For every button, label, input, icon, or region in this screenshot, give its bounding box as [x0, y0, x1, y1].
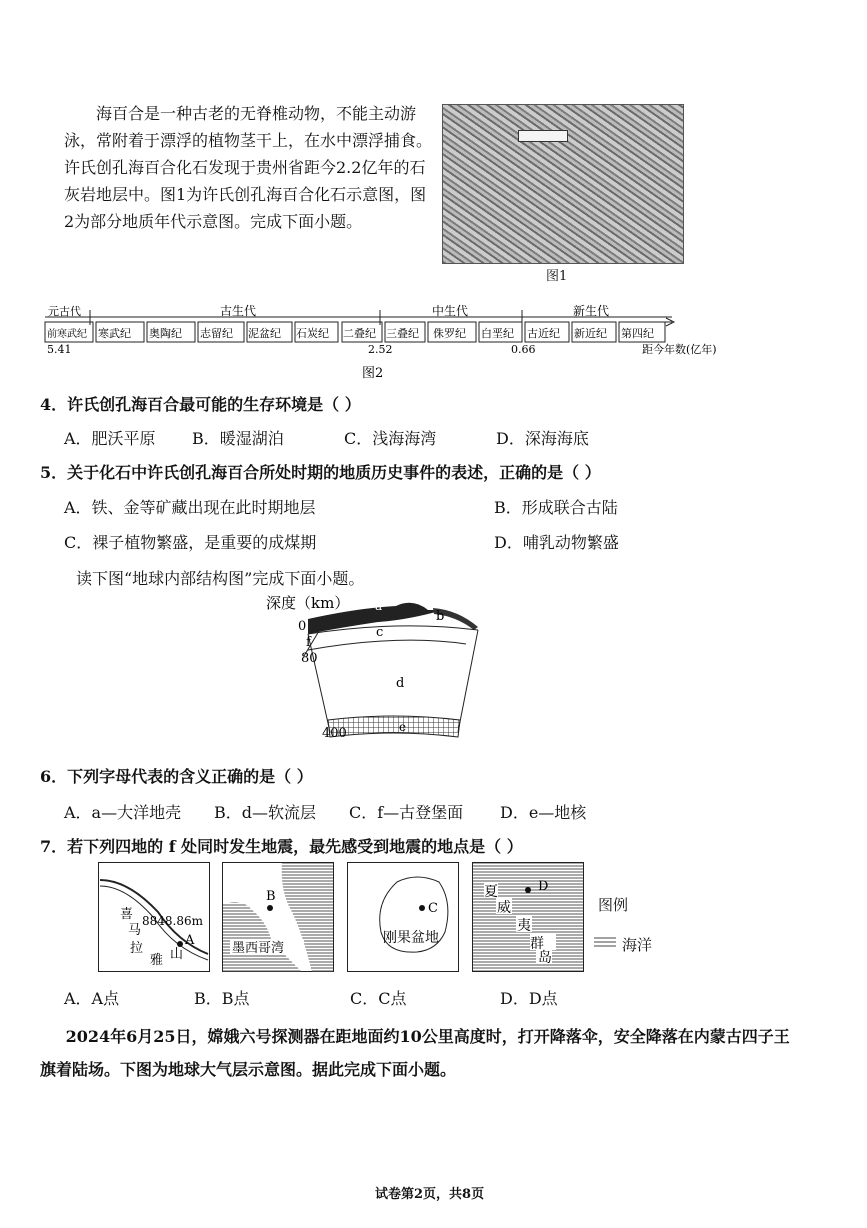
depth-400: 400: [322, 726, 347, 741]
fig2-caption: 图2: [362, 366, 384, 381]
legend-ocean-swatch: [594, 936, 616, 950]
map1-name: 喜: [120, 907, 134, 922]
letter-d: d: [396, 676, 405, 691]
period-label: 志留纪: [200, 327, 233, 340]
layer-e: [328, 716, 460, 737]
period-label: 三叠纪: [386, 327, 419, 340]
peak-height: 8848.86m: [142, 914, 204, 928]
period-label: 第四纪: [621, 327, 654, 340]
letter-e: e: [399, 720, 407, 734]
q5-stem: 5．关于化石中许氏创孔海百合所处时期的地质历史事件的表述，正确的是（ ）: [40, 463, 601, 482]
legend-ocean-label: 海洋: [622, 936, 653, 954]
map4-name: 威: [497, 900, 511, 916]
left-side: [308, 634, 330, 732]
q4-option-b[interactable]: B．暖湿湖泊: [192, 429, 284, 448]
letter-a: a: [375, 599, 383, 613]
boundary-80: [308, 640, 466, 650]
map1-name: 马: [128, 923, 142, 938]
map-himalaya: [98, 862, 210, 972]
map-gulf-of-mexico: [222, 862, 334, 972]
q4-stem: 4．许氏创孔海百合最可能的生存环境是（ ）: [40, 395, 361, 414]
map3-name: 刚果盆地: [383, 930, 439, 946]
period-label: 寒武纪: [98, 327, 131, 340]
map1-name: 山: [170, 947, 184, 962]
q6-option-b[interactable]: B．d—软流层: [214, 803, 317, 822]
geologic-timeline: [40, 300, 740, 386]
tick-label: 0.66: [511, 343, 536, 356]
map1-name: 雅: [150, 953, 164, 968]
letter-c: c: [376, 625, 384, 640]
q6-stem: 6．下列字母代表的含义正确的是（ ）: [40, 767, 313, 786]
q7-option-a[interactable]: A．A点: [64, 989, 120, 1008]
fig1-caption: 图1: [546, 269, 568, 284]
page-footer: 试卷第2页，共8页: [375, 1187, 485, 1202]
scale-bar: [518, 130, 568, 142]
era-label-1: 元古代: [48, 305, 81, 318]
q6-option-c[interactable]: C．f—古登堡面: [349, 803, 464, 822]
point-b-marker: [267, 905, 273, 911]
axis-label: 距今年数(亿年): [642, 343, 717, 356]
period-label: 古近纪: [527, 327, 560, 340]
depth-0: 0: [298, 619, 307, 634]
point-a-label: A: [185, 933, 195, 948]
map4-name: 夷: [517, 918, 531, 934]
q4-option-d[interactable]: D．深海海底: [496, 429, 589, 448]
q5-option-d[interactable]: D．哺乳动物繁盛: [494, 533, 619, 552]
q6-option-a[interactable]: A．a—大洋地壳: [64, 803, 182, 822]
earth-intro: 读下图“地球内部结构图”完成下面小题。: [76, 569, 365, 588]
period-label: 奥陶纪: [149, 327, 182, 340]
q5-option-c[interactable]: C．裸子植物繁盛，是重要的成煤期: [64, 533, 317, 552]
final-paragraph: 2024年6月25日，嫦娥六号探测器在距地面约10公里高度时，打开降落伞，安全降落在内蒙古四子王旗着陆场。下图为地球大气层示意图。据此完成下面小题。: [40, 1027, 790, 1079]
map-congo-basin: [347, 862, 459, 972]
q5-option-a[interactable]: A．铁、金等矿藏出现在此时期地层: [64, 498, 316, 517]
point-b-label: B: [266, 889, 276, 904]
point-d-marker: [525, 887, 531, 893]
q6-option-d[interactable]: D．e—地核: [500, 803, 587, 822]
map4-name: 岛: [538, 950, 552, 966]
tick-label: 2.52: [368, 343, 393, 356]
q7-option-b[interactable]: B．B点: [194, 989, 250, 1008]
period-label: 泥盆纪: [248, 327, 281, 340]
depth-80: 80: [301, 651, 318, 666]
point-c-marker: [419, 905, 425, 911]
q7-stem: 7．若下列四地的 f 处同时发生地震，最先感受到地震的地点是（ ）: [40, 837, 523, 856]
tick-label: 5.41: [47, 343, 72, 356]
map2-name: 墨西哥湾: [232, 941, 285, 956]
point-a-marker: [177, 941, 183, 947]
intro-paragraph: 海百合是一种古老的无脊椎动物，不能主动游泳，常附着于漂浮的植物茎干上，在水中漂浮捕食。许氏创孔海百合化石发现于贵州省距今2.2亿年的石灰岩地层中。图1为许氏创孔海百合化石示意图，图2为部分地质年代示意图。完成下面小题。: [64, 104, 433, 231]
map-frame: [348, 863, 459, 972]
earth-structure-diagram: [258, 592, 498, 752]
q4-option-c[interactable]: C．浅海海湾: [344, 429, 437, 448]
letter-b: b: [436, 609, 445, 624]
era-label-4: 新生代: [573, 304, 610, 318]
depth-label: 深度（km）: [266, 594, 350, 612]
era-label-3: 中生代: [432, 304, 469, 318]
point-d-label: D: [538, 879, 549, 894]
fossil-photo: [442, 104, 684, 264]
map-hawaii: [472, 862, 584, 972]
q5-option-b[interactable]: B．形成联合古陆: [494, 498, 618, 517]
map4-name: 群: [530, 936, 544, 952]
map4-name: 夏: [484, 884, 498, 900]
right-side: [458, 630, 478, 732]
period-label: 石炭纪: [296, 327, 329, 340]
q7-option-d[interactable]: D．D点: [500, 989, 558, 1008]
period-label: 新近纪: [574, 327, 607, 340]
period-label: 侏罗纪: [433, 327, 466, 340]
q4-option-a[interactable]: A．肥沃平原: [64, 429, 156, 448]
legend-title: 图例: [598, 896, 629, 914]
period-label: 二叠纪: [343, 327, 376, 340]
q7-option-c[interactable]: C．C点: [350, 989, 407, 1008]
period-label: 白垩纪: [481, 327, 514, 340]
period-label: 前寒武纪: [47, 329, 87, 340]
point-c-label: C: [428, 901, 438, 916]
letter-f: f: [306, 635, 311, 650]
map1-name: 拉: [130, 941, 144, 956]
era-label-2: 古生代: [220, 304, 257, 318]
